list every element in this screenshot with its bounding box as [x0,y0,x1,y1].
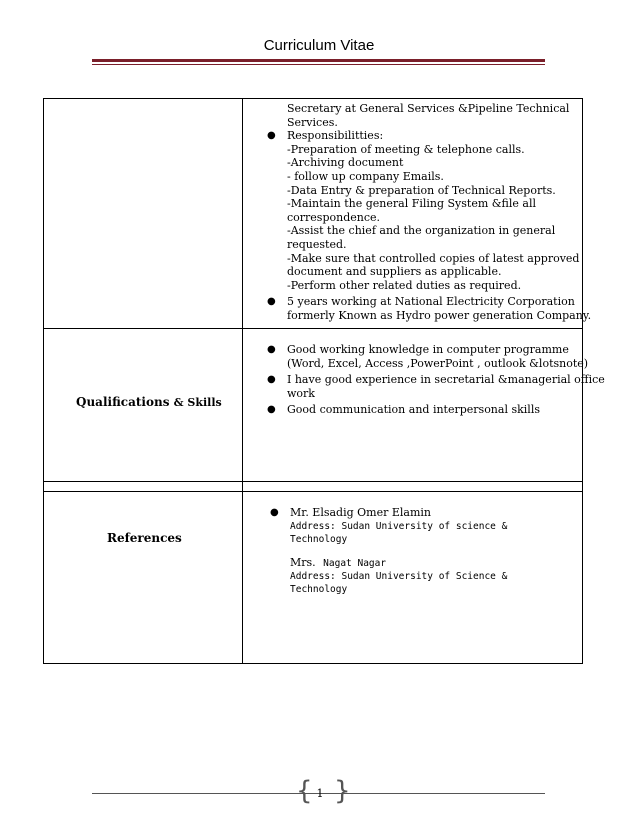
page-header-title: Curriculum Vitae [263,37,375,54]
references-section [270,506,508,596]
qualifications-label [76,395,222,409]
qualification-item: ● Good communication and interpersonal skills [267,403,540,417]
header-rule-thick [92,59,545,62]
reference-item [290,556,507,570]
reference-address: Address: Sudan University of Science & [290,570,508,582]
reference-address: Technology [290,583,348,595]
qualification-item: ● I have good experience in secretarial &managerial office work [267,373,605,400]
duty-line: -Assist the chief and the organization in general [287,224,556,238]
reference-name: Nagat Nagar [323,557,387,569]
years-line: 5 years working at National Electricity Corporation [287,295,575,309]
years-item [267,295,592,322]
row-divider-2 [43,481,583,482]
bullet-icon: ● [267,374,276,386]
duty-line: -Data Entry & preparation of Technical Reports. [287,183,556,197]
qualifications-section [267,343,605,417]
bullet-icon: ● [267,404,276,416]
duty-line: -Archiving document [287,156,404,170]
row-divider-1 [43,328,583,329]
experience-section [267,102,592,323]
reference-title: Mrs. [290,555,316,569]
experience-intro-line: Secretary at General Services &Pipeline Technical [287,102,570,115]
experience-intro-line: Services. [287,115,338,129]
bullet-icon: ● [267,344,276,355]
duty-line: -Preparation of meeting & telephone calls. [287,142,525,156]
row-divider-3 [43,491,583,492]
duty-line: requested. [287,237,347,251]
qualification-item: ● Good working knowledge in computer programme (Word, Excel, Access ,PowerPoint , outlook &lotsnote) [267,343,589,370]
reference-address: Address: Sudan University of science & [290,520,508,532]
page-number: 1 [316,787,324,800]
years-line: formerly Known as Hydro power generation Company. [287,308,592,322]
duty-line: -Maintain the general Filing System &file all [287,197,537,211]
duty-line: -Make sure that controlled copies of latest approved [287,251,580,265]
header-rule-thin [92,64,545,65]
responsibilities-label: Responsibilitties: [287,129,384,143]
reference-address: Technology [290,533,348,545]
qualifications-label-rest: & Skills [173,396,222,409]
references-label: References [107,531,182,545]
qualifications-label-main: Qualifications [76,395,170,409]
column-divider [242,98,243,664]
responsibilities-item [267,129,591,143]
duty-line: - follow up company Emails. [287,169,444,183]
bullet-icon: ● [267,296,276,308]
duty-line: correspondence. [287,210,381,224]
left-brace-icon: { [296,776,313,806]
duty-line: -Perform other related duties as required. [287,278,522,292]
duty-line: document and suppliers as applicable. [287,265,502,279]
reference-name: Mr. Elsadig Omer Elamin [290,506,432,519]
right-brace-icon: } [334,776,351,806]
bullet-icon: ● [267,130,276,142]
bullet-icon: ● [270,507,279,518]
reference-item [270,506,507,520]
